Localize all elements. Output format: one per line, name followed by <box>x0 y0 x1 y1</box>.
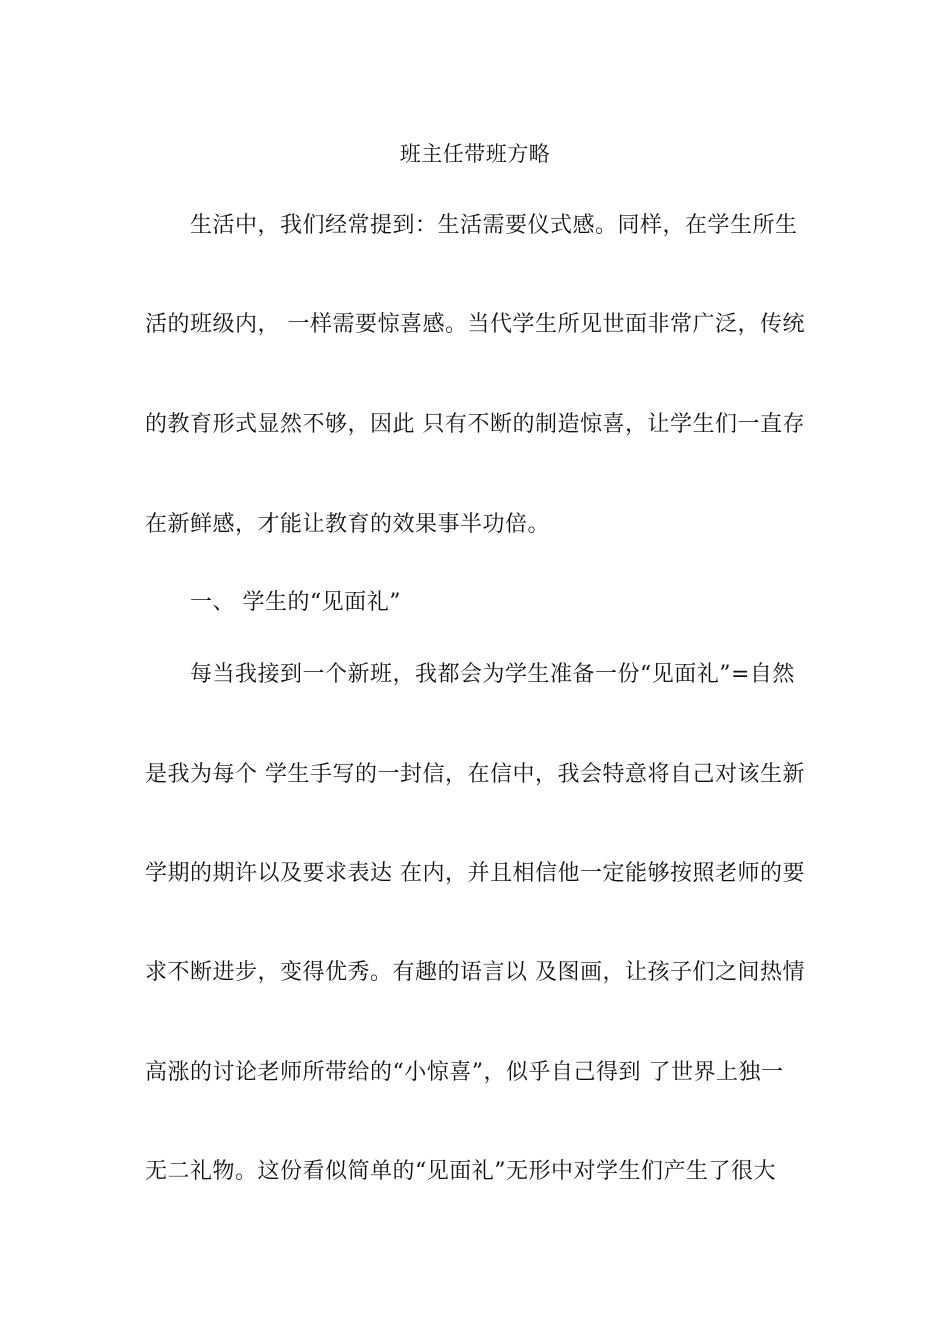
paragraph-1-line-2: 活的班级内， 一样需要惊喜感。当代学生所见世面非常广泛，传统 <box>145 312 805 337</box>
paragraph-2-line-2: 是我为每个 学生手写的一封信，在信中，我会特意将自己对该生新 <box>145 762 805 787</box>
paragraph-1-line-1: 生活中，我们经常提到：生活需要仪式感。同样，在学生所生 <box>190 213 798 238</box>
paragraph-2-line-6: 无二礼物。这份看似简单的“见面礼”无形中对学生们产生了很大 <box>145 1159 776 1184</box>
paragraph-2-line-4: 求不断进步，变得优秀。有趣的语言以 及图画，让孩子们之间热情 <box>145 960 805 985</box>
paragraph-2-line-5: 高涨的讨论老师所带给的“小惊喜”，似乎自己得到 了世界上独一 <box>145 1060 784 1085</box>
paragraph-2-line-1: 每当我接到一个新班，我都会为学生准备一份“见面礼”=自然 <box>190 662 795 687</box>
paragraph-2-line-3: 学期的期许以及要求表达 在内，并且相信他一定能够按照老师的要 <box>145 861 805 886</box>
paragraph-1-line-4: 在新鲜感，才能让教育的效果事半功倍。 <box>145 512 551 537</box>
section-heading-1: 一、 学生的“见面礼” <box>190 590 401 615</box>
paragraph-1-line-3: 的教育形式显然不够，因此 只有不断的制造惊喜，让学生们一直存 <box>145 412 805 437</box>
document-title: 班主任带班方略 <box>399 142 551 166</box>
